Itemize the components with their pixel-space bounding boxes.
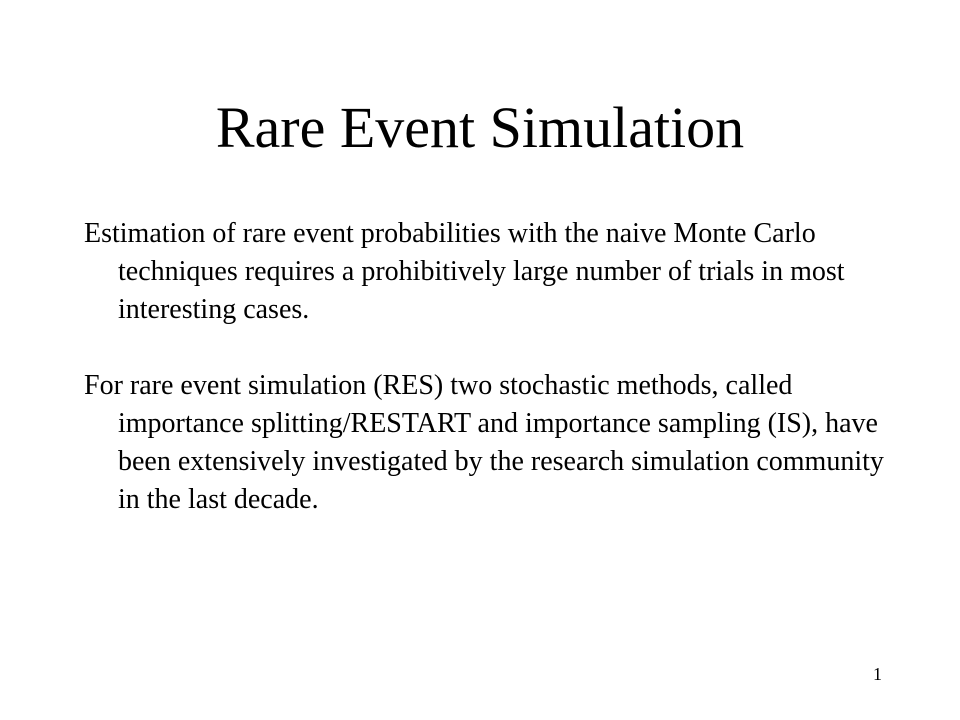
page-number: 1 — [873, 664, 882, 684]
slide-title: Rare Event Simulation — [215, 95, 745, 160]
paragraph-res-methods: For rare event simulation (RES) two stochastic methods, called importance splitting/RESTART and importance sampling (IS), have been extensively investigated by the research simulation community in the last decade. — [84, 370, 884, 515]
paragraph-naive-monte-carlo: Estimation of rare event probabilities with the naive Monte Carlo techniques requires a prohibitively large number of trials in most interesting cases. — [84, 218, 845, 325]
slide-body — [84, 215, 884, 519]
